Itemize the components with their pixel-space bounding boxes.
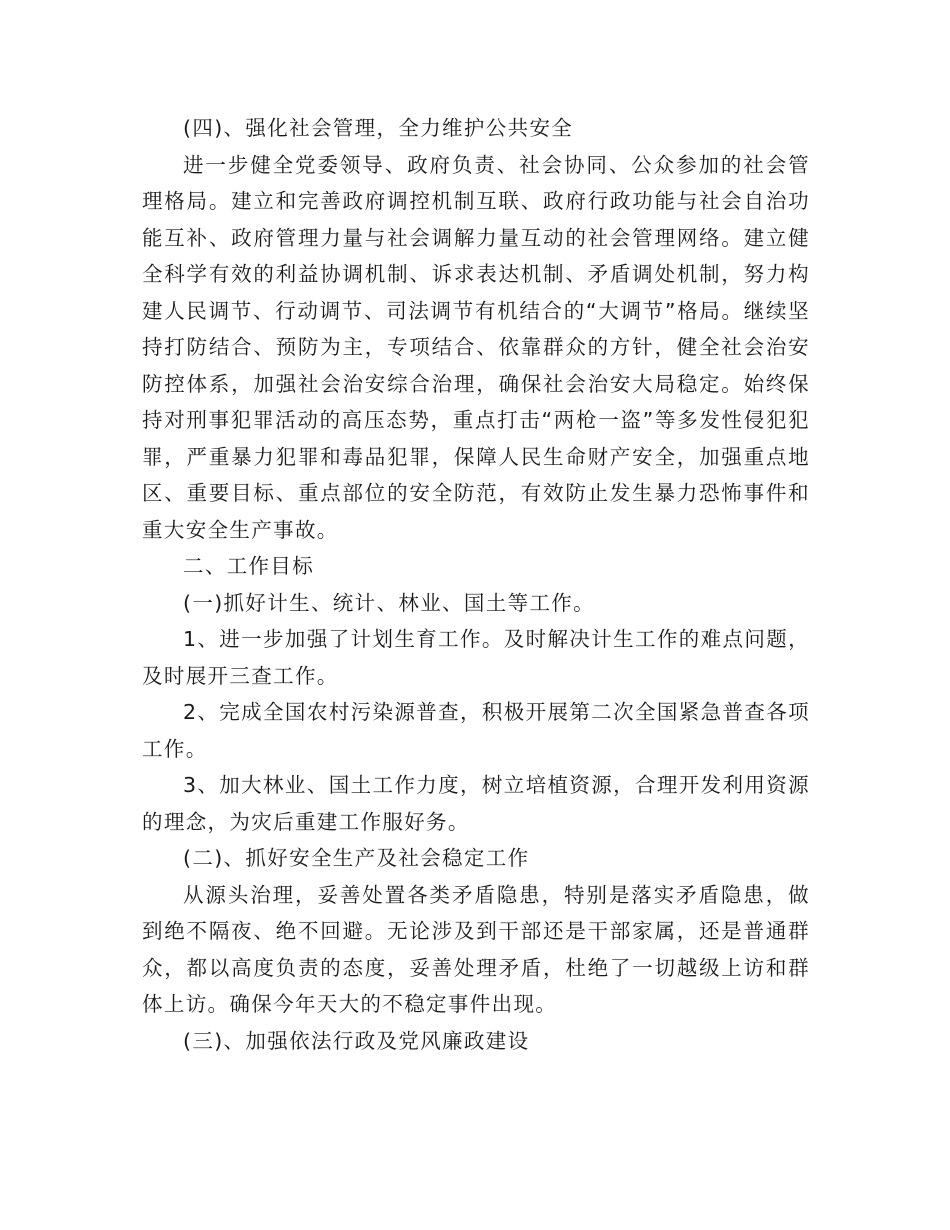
list-item-2: 2、完成全国农村污染源普查，积极开展第二次全国紧急普查各项工作。 xyxy=(142,700,810,761)
subsection-heading-1: (一)抓好计生、统计、林业、国土等工作。 xyxy=(183,590,595,615)
section-heading-work-goals: 二、工作目标 xyxy=(183,554,315,578)
body-paragraph-social-management: 进一步健全党委领导、政府负责、社会协同、公众参加的社会管理格局。建立和完善政府调控机制互联、政府行政功能与社会自治功能互补、政府管理力量与社会调解力量互动的社会管理网络。建立健全科学有效的利益协调机制、诉求表达机制、矛盾调处机制，努力构建人民调节、行动调节、司法调节有机结合的“大调节”格局。继续坚持打防结合、预防为主，专项结合、依靠群众的方针，健全社会治安防控体系，加强社会治安综合治理，确保社会治安大局稳定。始终保持对刑事犯罪活动的高压态势，重点打击“两枪一盗”等多发性侵犯犯罪，严重暴力犯罪和毒品犯罪，保障人民生命财产安全，加强重点地区、重要目标、重点部位的安全防范，有效防止发生暴力恐怖事件和重大安全生产事故。 xyxy=(142,152,810,542)
document-body xyxy=(142,110,810,1059)
subsection-heading-2: (二)、抓好安全生产及社会稳定工作 xyxy=(183,846,530,870)
list-item-1: 1、进一步加强了计划生育工作。及时解决计生工作的难点问题，及时展开三查工作。 xyxy=(142,627,810,688)
list-item-3: 3、加大林业、国土工作力度，树立培植资源，合理开发利用资源的理念，为灾后重建工作服好务。 xyxy=(142,773,810,834)
subsection-heading-3: (三)、加强依法行政及党风廉政建设 xyxy=(183,1028,530,1053)
body-paragraph-stability: 从源头治理，妥善处置各类矛盾隐患，特别是落实矛盾隐患，做到绝不隔夜、绝不回避。无论涉及到干部还是干部家属，还是普通群众，都以高度负责的态度，妥善处理矛盾，杜绝了一切越级上访和群体上访。确保今年天大的不稳定事件出现。 xyxy=(142,882,810,1016)
section-heading-4: (四)、强化社会管理，全力维护公共安全 xyxy=(183,116,574,140)
